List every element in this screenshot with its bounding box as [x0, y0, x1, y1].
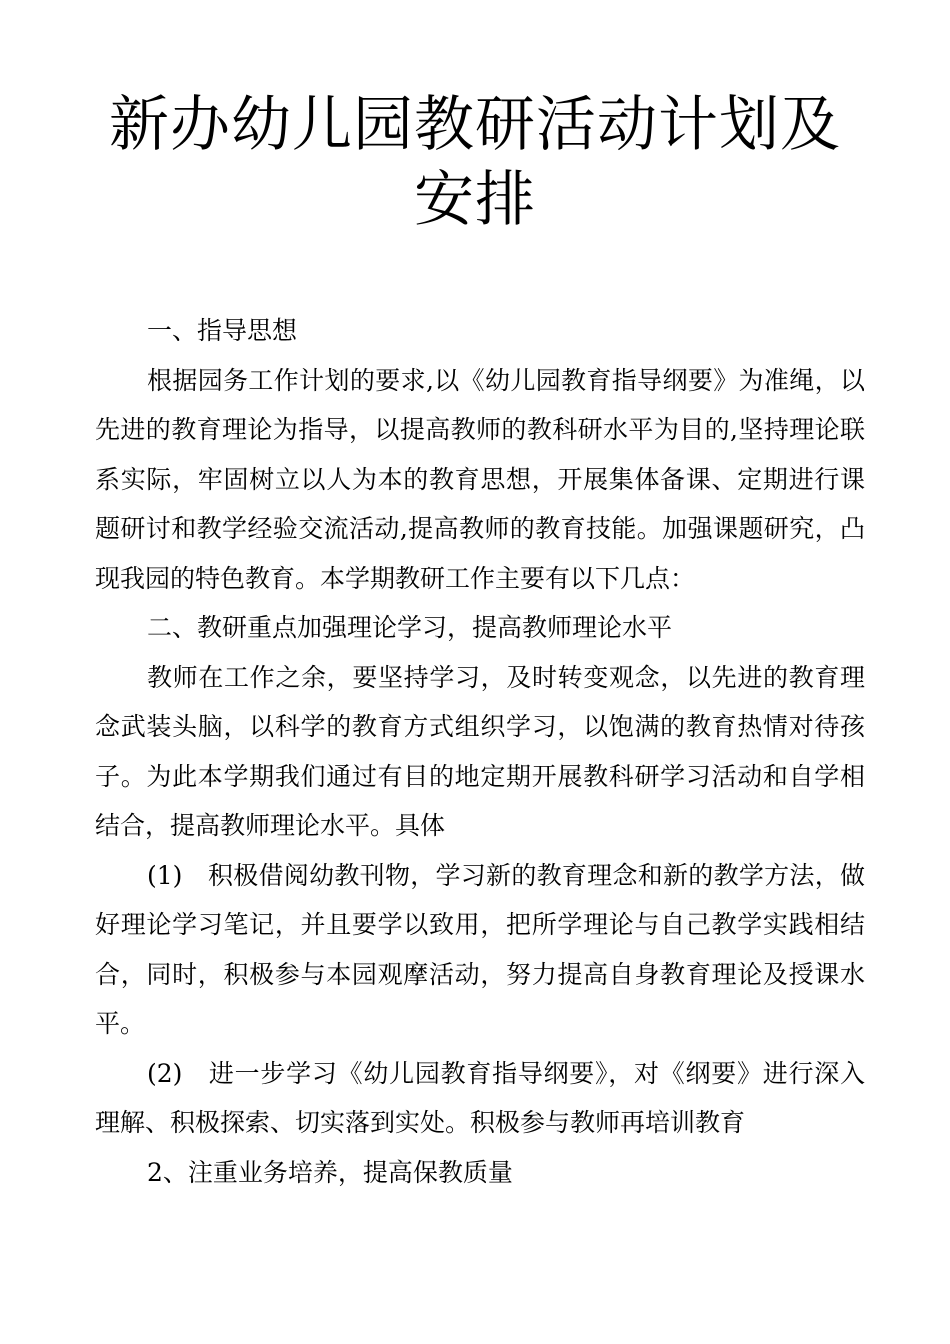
document-title: 新办幼儿园教研活动计划及安排: [109, 90, 841, 235]
section-heading-guiding-ideology: 一、指导思想: [147, 316, 298, 345]
paragraph-theory-study: 教师在工作之余，要坚持学习，及时转变观念，以先进的教育理念武装头脑，以科学的教育方式组织学习，以饱满的教育热情对待孩子。为此本学期我们通过有目的地定期开展教科研学习活动和自学相结合，提高教师理论水平。具体: [95, 662, 865, 840]
section-heading-business-training: 2、注重业务培养，提高保教质量: [147, 1157, 513, 1187]
list-item-1: (1) 积极借阅幼教刊物，学习新的教育理念和新的教学方法，做好理论学习笔记，并且要学以致用，把所学理论与自己教学实践相结合，同时，积极参与本园观摩活动，努力提高自身教育理论及授课水平。: [95, 860, 865, 1038]
section-heading-theory-study: 二、教研重点加强理论学习，提高教师理论水平: [147, 613, 673, 642]
document-body: [95, 306, 865, 1197]
list-item-2: (2) 进一步学习《幼儿园教育指导纲要》，对《纲要》进行深入理解、积极探索、切实落到实处。积极参与教师再培训教育: [95, 1058, 865, 1137]
paragraph-guiding-ideology: 根据园务工作计划的要求,以《幼儿园教育指导纲要》为准绳，以先进的教育理论为指导，以提高教师的教科研水平为目的,坚持理论联系实际，牢固树立以人为本的教育思想，开展集体备课、定期进行课题研讨和教学经验交流活动,提高教师的教育技能。加强课题研究，凸现我园的特色教育。本学期教研工作主要有以下几点：: [95, 365, 865, 593]
